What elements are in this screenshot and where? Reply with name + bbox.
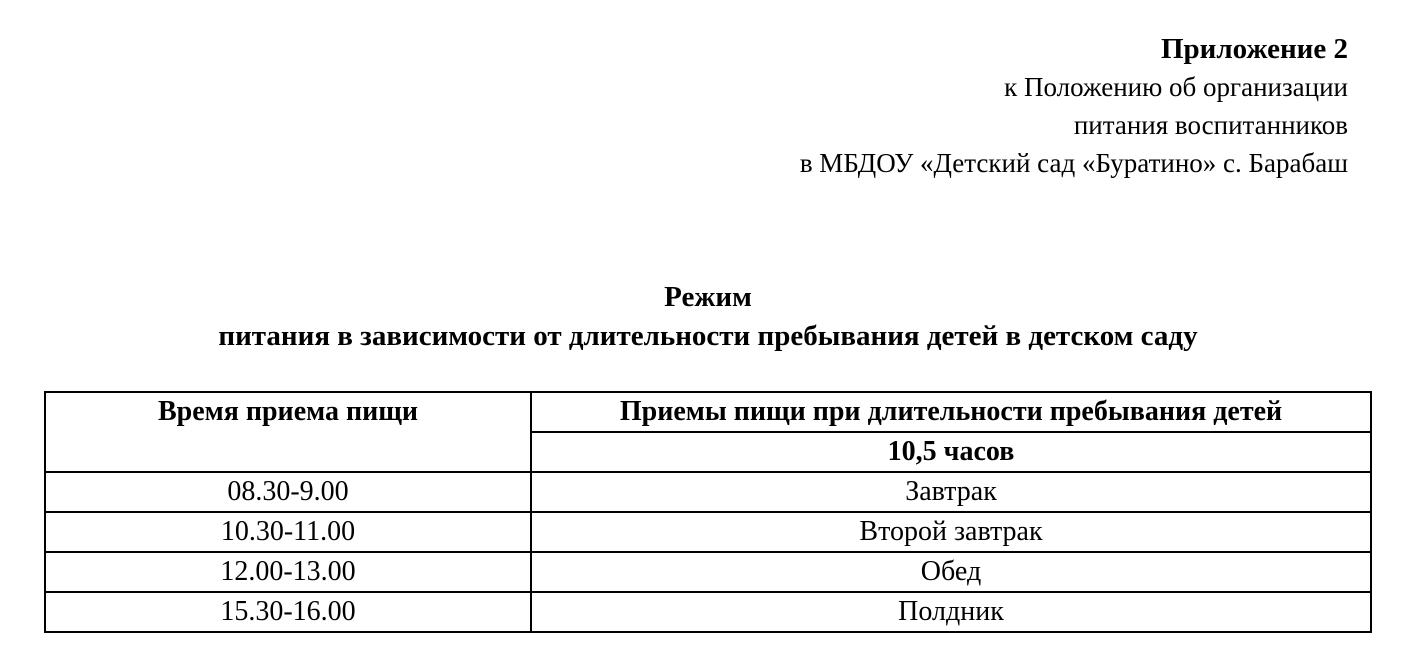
header-duration: 10,5 часов bbox=[531, 432, 1371, 472]
cell-meal: Обед bbox=[531, 552, 1371, 592]
appendix-line-1: к Положению об организации bbox=[1004, 72, 1348, 102]
table-header-row bbox=[45, 392, 1371, 432]
table-row bbox=[45, 512, 1371, 552]
appendix-block bbox=[800, 30, 1348, 182]
document-title: Режим bbox=[664, 281, 752, 313]
appendix-title: Приложение 2 bbox=[1161, 33, 1348, 65]
cell-time: 08.30-9.00 bbox=[45, 472, 531, 512]
header-meals: Приемы пищи при длительности пребывания детей bbox=[531, 392, 1371, 432]
table-row bbox=[45, 472, 1371, 512]
document-heading bbox=[0, 278, 1416, 356]
appendix-line-3: в МБДОУ «Детский сад «Буратино» с. Барабаш bbox=[799, 148, 1348, 178]
cell-time: 12.00-13.00 bbox=[45, 552, 531, 592]
cell-meal: Завтрак bbox=[531, 472, 1371, 512]
cell-meal: Полдник bbox=[531, 592, 1371, 632]
cell-meal: Второй завтрак bbox=[531, 512, 1371, 552]
cell-time: 15.30-16.00 bbox=[45, 592, 531, 632]
table-row bbox=[45, 552, 1371, 592]
meal-schedule-table bbox=[44, 391, 1372, 633]
document-subtitle: питания в зависимости от длительности пребывания детей в детском саду bbox=[218, 320, 1198, 352]
table-row bbox=[45, 592, 1371, 632]
appendix-line-2: питания воспитанников bbox=[1073, 110, 1348, 140]
header-time: Время приема пищи bbox=[45, 392, 531, 472]
cell-time: 10.30-11.00 bbox=[45, 512, 531, 552]
